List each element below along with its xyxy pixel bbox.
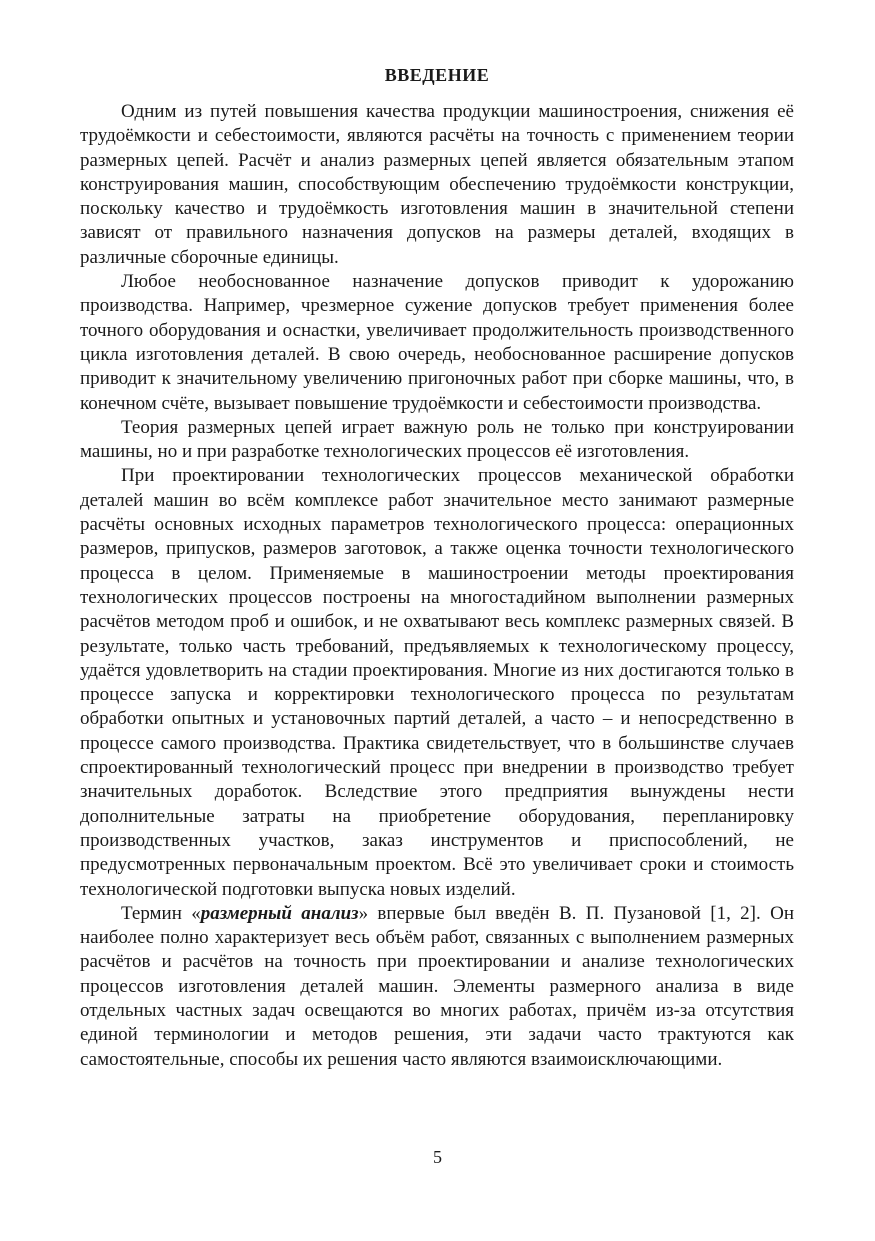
paragraph-5-lead: Термин « [121,902,201,924]
term-dimensional-analysis: размерный анализ [200,902,359,924]
paragraph-5-rest: » впервые был введён В. П. Пузановой [1, 2]. Он наиболее полно характеризует весь объём работ, связанных с выполнением размерных расчётов и расчётов на точность при проектировании и анализе технологических процессов изготовления деталей машин. Элементы размерного анализа в виде отдельных частных задач освещаются во многих работах, причём из-за отсутствия единой терминологии и методов решения, эти задачи часто трактуются как самостоятельные, способы их решения часто являются взаимоисключающими. [80,902,794,1070]
paragraph-1: Одним из путей повышения качества продукции машиностроения, снижения её трудоёмкости и себестоимости, являются расчёты на точность с применением теории размерных цепей. Расчёт и анализ размерных цепей является обязательным этапом конструирования машин, способствующим обеспечению трудоёмкости конструкции, поскольку качество и трудоёмкость изготовления машин в значительной степени зависят от правильного назначения допусков на размеры деталей, входящих в различные сборочные единицы. [80,101,794,268]
page-number: 5 [433,1147,442,1167]
paragraph-5 [80,902,794,1072]
paragraph-4: При проектировании технологических процессов механической обработки деталей машин во всём комплексе работ значительное место занимают размерные расчёты основных исходных параметров технологического процесса: операционных размеров, припусков, размеров заготовок, а также оценка точности технологического процесса в целом. Применяемые в машиностроении методы проектирования технологических процессов построены на многостадийном выполнении размерных расчётов методом проб и ошибок, и не охватывают весь комплекс размерных связей. В результате, только часть требований, предъявляемых к технологическому процессу, удаётся удовлетворить на стадии проектирования. Многие из них достигаются только в процессе запуска и корректировки технологического процесса по результатам обработки опытных и установочных партий деталей, а часто – и непосредственно в процессе самого производства. Практика свидетельствует, что в большинстве случаев спроектированный технологический процесс при внедрении в производство требует значительных доработок. Вследствие этого предприятия вынуждены нести дополнительные затраты на приобретение оборудования, перепланировку производственных участков, заказ инструментов и приспособлений, не предусмотренных первоначальным проектом. Всё это увеличивает сроки и стоимость технологической подготовки выпуска новых изделий. [80,465,794,900]
paragraph-3: Теория размерных цепей играет важную роль не только при конструировании машины, но и при разработке технологических процессов её изготовления. [80,416,794,463]
page-content [80,60,794,1072]
paragraph-2: Любое необоснованное назначение допусков приводит к удорожанию производства. Например, чрезмерное сужение допусков требует применения более точного оборудования и оснастки, увеличивает продолжительность производственного цикла изготовления деталей. В свою очередь, необоснованное расширение допусков приводит к значительному увеличению пригоночных работ при сборке машины, что, в конечном счёте, вызывает повышение трудоёмкости и себестоимости производства. [80,271,794,414]
chapter-title: ВВЕДЕНИЕ [384,65,490,85]
